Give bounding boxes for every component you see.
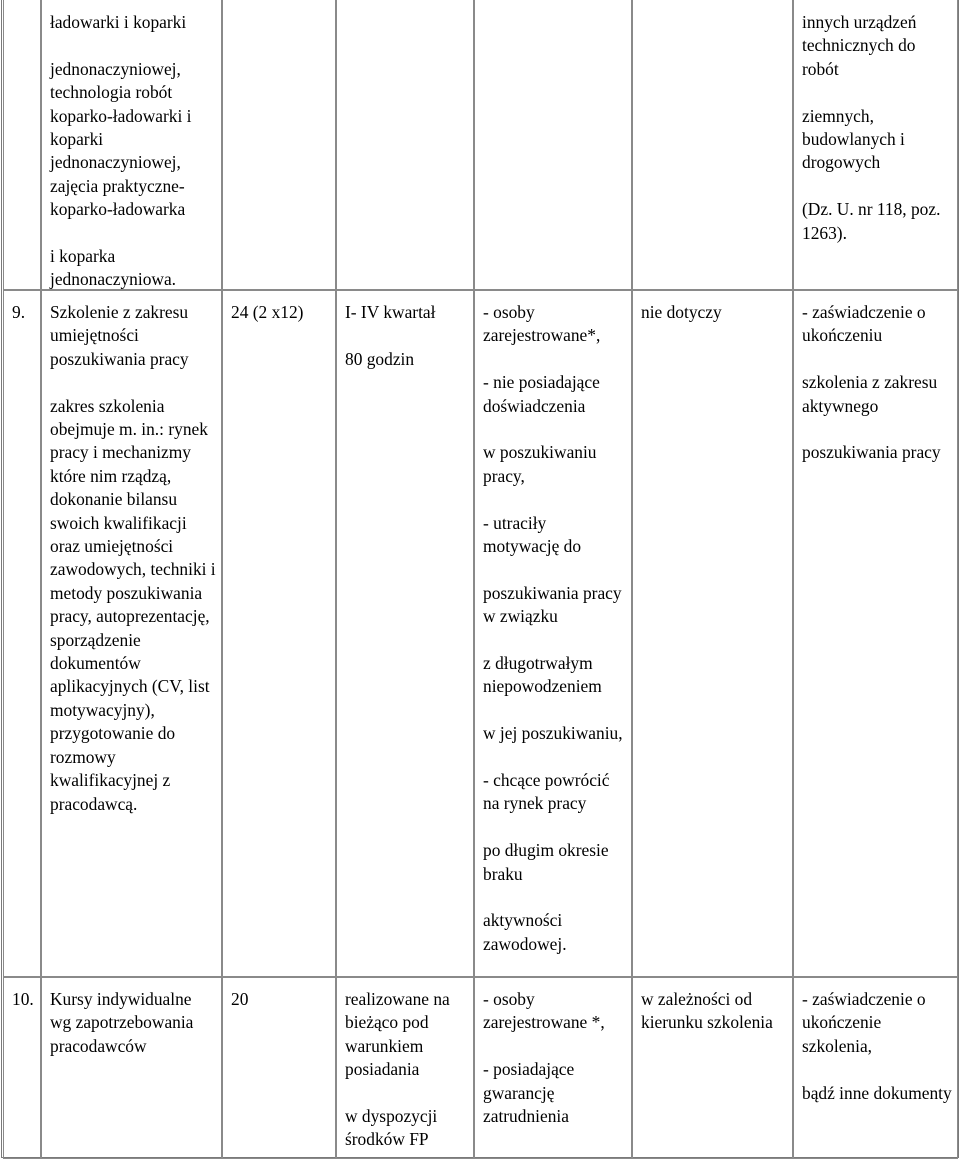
document-cell: [793, 0, 958, 290]
timing-paragraph: realizowane na bieżąco pod warunkiem posiadania: [345, 989, 450, 1080]
participants-count: 24 (2 x12): [231, 302, 304, 322]
target-group-paragraph: - utraciły motywację do: [483, 512, 582, 557]
data-table: [1, 0, 959, 1158]
document-paragraph: poszukiwania pracy: [802, 442, 941, 463]
timing-cell: [336, 0, 474, 290]
target-group-paragraph: - posiadające gwarancję zatrudnienia: [483, 1059, 575, 1127]
row-number: 10.: [12, 989, 34, 1009]
row-number-cell: [3, 290, 41, 977]
requirements-cell: [632, 0, 793, 290]
description-paragraph: jednonaczyniowej, technologia robót koparko-ładowarki i koparki jednonaczyniowej, zajęcia praktyczne-koparko-ładowarka: [50, 58, 192, 220]
document-paragraph: (Dz. U. nr 118, poz. 1263).: [802, 199, 941, 243]
row-number-cell: [3, 0, 41, 290]
participants-cell: [222, 977, 336, 1159]
timing-paragraph: I- IV kwartał: [345, 302, 436, 322]
requirements-text: w zależności od kierunku szkolenia: [641, 989, 773, 1033]
timing-paragraph: 80 godzin: [345, 348, 415, 369]
description-paragraph: i koparka jednonaczyniowa.: [50, 246, 177, 290]
target-group-paragraph: - osoby zarejestrowane*,: [483, 302, 601, 346]
description-paragraph: ładowarki i koparki: [50, 12, 187, 32]
target-group-paragraph: z długotrwałym niepowodzeniem: [483, 653, 602, 697]
document-paragraph: bądź inne dokumenty: [802, 1082, 952, 1103]
target-group-paragraph: - nie posiadające doświadczenia: [483, 372, 600, 416]
target-group-paragraph: po długim okresie braku: [483, 840, 609, 884]
document-paragraph: ziemnych, budowlanych i drogowych: [802, 105, 905, 173]
document-paragraph: szkolenia z zakresu aktywnego: [802, 372, 938, 416]
requirements-cell: [632, 977, 793, 1159]
target-group-cell: [474, 977, 632, 1159]
document-paragraph: - zaświadczenie o ukończenie szkolenia,: [802, 989, 926, 1056]
target-group-paragraph: - chcące powrócić na rynek pracy: [483, 770, 610, 814]
row-number-cell: [3, 977, 41, 1159]
requirements-cell: [632, 290, 793, 977]
document-paragraph: innych urządzeń technicznych do robót: [802, 12, 917, 79]
description-cell: [41, 290, 222, 977]
timing-paragraph: w dyspozycji środków FP: [345, 1106, 438, 1150]
participants-count: 20: [231, 989, 249, 1009]
description-cell: [41, 0, 222, 290]
row-number: 9.: [12, 302, 26, 322]
target-group-paragraph: aktywności zawodowej.: [483, 910, 567, 954]
description-paragraph: Kursy indywidualne wg zapotrzebowania pracodawców: [50, 989, 194, 1056]
document-cell: [793, 977, 958, 1159]
target-group-cell: [474, 290, 632, 977]
timing-cell: [336, 290, 474, 977]
target-group-paragraph: w jej poszukiwaniu,: [483, 723, 623, 744]
description-cell: [41, 977, 222, 1159]
target-group-paragraph: poszukiwania pracy w związku: [483, 582, 622, 627]
target-group-paragraph: w poszukiwaniu pracy,: [483, 442, 597, 486]
timing-cell: [336, 977, 474, 1159]
description-paragraph: zakres szkolenia obejmuje m. in.: rynek pracy i mechanizmy które nim rządzą, dokonanie bilansu swoich kwalifikacji oraz umiejętności zawodowych, techniki i metody poszukiwania pracy, autoprezentację, sporządzenie dokumentów aplikacyjnych (CV, list motywacyjny), przygotowanie do rozmowy kwalifikacyjnej z pracodawcą.: [50, 395, 216, 814]
participants-cell: [222, 0, 336, 290]
target-group-cell: [474, 0, 632, 290]
target-group-paragraph: - osoby zarejestrowane *,: [483, 989, 605, 1033]
description-paragraph: Szkolenie z zakresu umiejętności poszukiwania pracy: [50, 302, 189, 369]
document-cell: [793, 290, 958, 977]
document-paragraph: - zaświadczenie o ukończeniu: [802, 302, 926, 346]
requirements-text: nie dotyczy: [641, 302, 722, 322]
participants-cell: [222, 290, 336, 977]
